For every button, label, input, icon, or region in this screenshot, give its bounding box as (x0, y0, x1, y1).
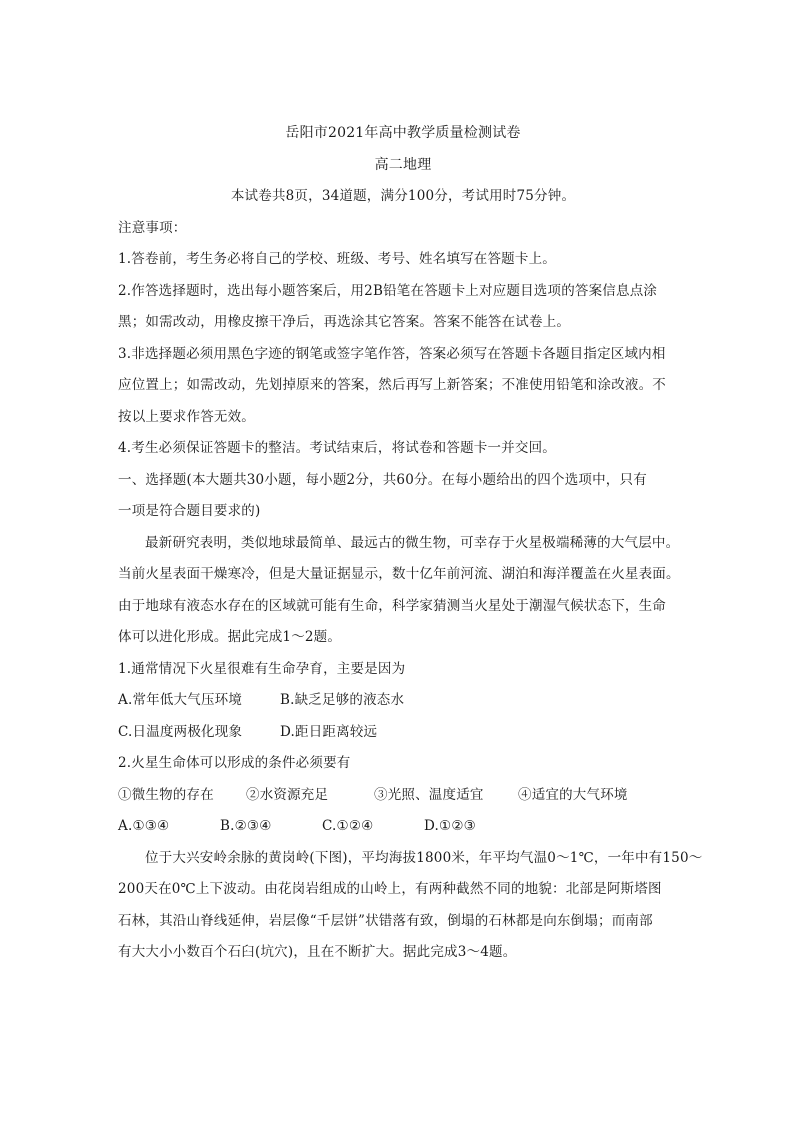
condition-1: ①微生物的存在 (118, 786, 214, 803)
exam-info: 本试卷共8页，34道题，满分100分，考试用时75分钟。 (230, 188, 576, 204)
option-c: C.①②④ (322, 818, 374, 834)
exam-page (118, 118, 703, 969)
passage-line: 体可以进化形成。据此完成1～2题。 (118, 629, 342, 645)
option-c: C.日温度两极化现象 (118, 723, 243, 740)
passage-line: 最新研究表明，类似地球最简单、最远古的微生物，可幸存于火星极端稀薄的大气层中。 (145, 534, 680, 551)
notice-item: 黑；如需改动，用橡皮擦干净后，再选涂其它答案。答案不能答在试卷上。 (118, 314, 571, 330)
notice-item: 4.考生必须保证答题卡的整洁。考试结束后，将试卷和答题卡一并交回。 (118, 440, 556, 456)
passage-line: 由于地球有液态水存在的区域就可能有生命，科学家猜测当火星处于潮湿气候状态下，生命 (118, 597, 666, 614)
passage-line: 当前火星表面干燥寒冷，但是大量证据显示，数十亿年前河流、湖泊和海洋覆盖在火星表面。 (118, 566, 680, 582)
condition-4: ④适宜的大气环境 (518, 786, 628, 803)
question-options (118, 685, 688, 717)
passage-line: 石林，其沿山脊线延伸，岩层像“千层饼”状错落有致，倒塌的石林都是向东倒塌；而南部 (118, 912, 653, 929)
option-b: B.②③④ (220, 818, 272, 834)
condition-3: ③光照、温度适宜 (374, 786, 484, 803)
question-stem: 2.火星生命体可以形成的条件必须要有 (118, 755, 351, 771)
section-heading: 一项是符合题目要求的) (118, 503, 261, 519)
passage-line: 200天在0℃上下波动。由花岗岩组成的山岭上，有两种截然不同的地貌：北部是阿斯塔图 (118, 881, 662, 897)
notice-item: 1.答卷前，考生务必将自己的学校、班级、考号、姓名填写在答题卡上。 (118, 251, 556, 267)
section-heading: 一、选择题(本大题共30小题，每小题2分，共60分。在每小题给出的四个选项中，只有 (118, 471, 647, 488)
option-b: B.缺乏足够的液态水 (280, 692, 405, 708)
passage-line: 位于大兴安岭余脉的黄岗岭(下图)，平均海拔1800米，年平均气温0～1℃，一年中有150～ (145, 849, 703, 866)
exam-title: 岳阳市2021年高中教学质量检测试卷 (285, 125, 521, 141)
condition-2: ②水资源充足 (246, 786, 329, 803)
notice-item: 按以上要求作答无效。 (118, 408, 255, 425)
notice-heading: 注意事项： (118, 219, 187, 236)
question-options (118, 811, 688, 843)
notice-item: 2.作答选择题时，选出每小题答案后，用2B铅笔在答题卡上对应题目选项的答案信息点涂 (118, 282, 658, 299)
question-options (118, 717, 688, 749)
notice-item: 3.非选择题必须用黑色字迹的钢笔或签字笔作答，答案必须写在答题卡各题目指定区域内相 (118, 345, 666, 362)
option-a: A.常年低大气压环境 (118, 692, 243, 708)
question-conditions (118, 780, 688, 812)
option-d: D.距日距离较远 (280, 723, 378, 740)
question-stem: 1.通常情况下火星很难有生命孕育，主要是因为 (118, 660, 406, 677)
exam-subject: 高二地理 (374, 156, 432, 173)
passage-line: 有大大小小数百个石臼(坑穴)，且在不断扩大。据此完成3～4题。 (118, 944, 517, 960)
notice-item: 应位置上；如需改动，先划掉原来的答案，然后再写上新答案；不准使用铅笔和涂改液。不 (118, 377, 666, 393)
option-a: A.①③④ (118, 818, 170, 834)
option-d: D.①②③ (424, 818, 476, 834)
